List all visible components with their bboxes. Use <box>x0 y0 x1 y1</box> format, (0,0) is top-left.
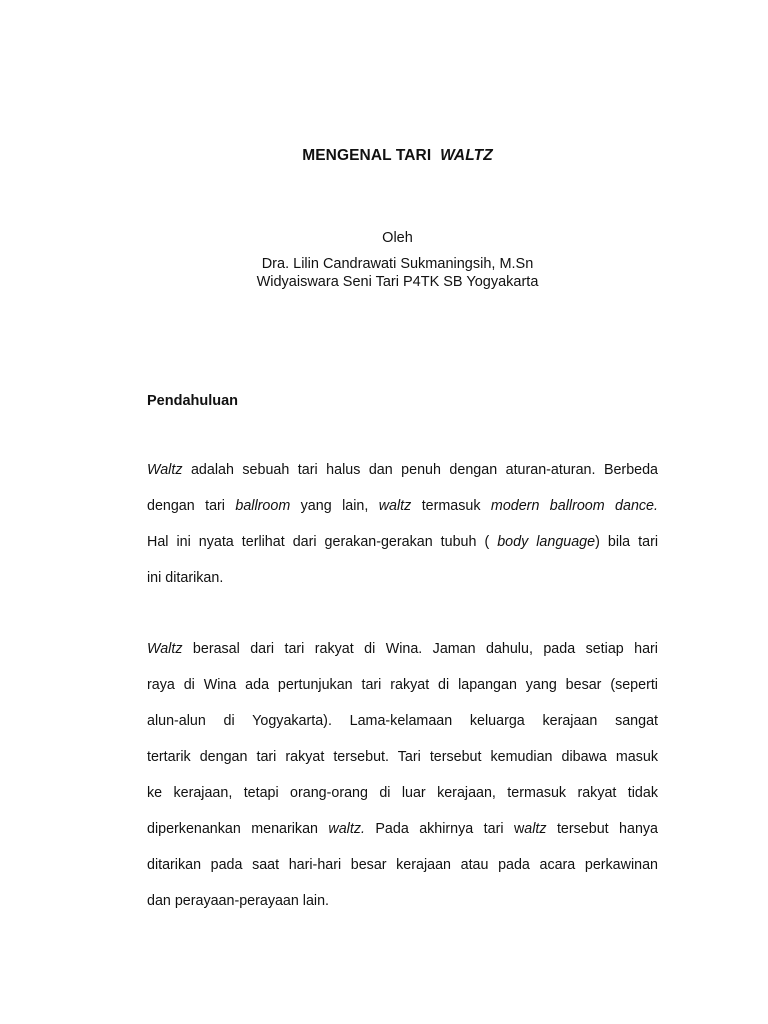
paragraph-1-line-1 <box>147 462 658 498</box>
paragraph-2-line-1 <box>147 641 658 677</box>
paragraph-2-line-5: ke kerajaan, tetapi orang-orang di luar kerajaan, termasuk rakyat tidak <box>147 785 658 801</box>
paragraph-1-line-4: ini ditarikan. <box>147 570 224 586</box>
italic-term: body language <box>497 534 596 550</box>
paragraph-2-line-3: alun-alun di Yogyakarta). Lama-kelamaan keluarga kerajaan sangat <box>147 713 658 729</box>
byline-position: Widyaiswara Seni Tari P4TK SB Yogyakarta <box>256 274 539 290</box>
italic-term: modern ballroom dance. <box>490 498 658 514</box>
section-heading: Pendahuluan <box>147 393 239 409</box>
paragraph-2 <box>147 641 658 929</box>
paragraph-2-line-8: dan perayaan-perayaan lain. <box>147 893 330 909</box>
text-run: yang lain, <box>290 498 379 514</box>
italic-term: waltz. <box>328 821 365 837</box>
text-run: adalah sebuah tari halus dan penuh dengan aturan-aturan. Berbeda <box>182 462 658 478</box>
text-run: tersebut hanya <box>546 821 658 837</box>
italic-term: waltz <box>378 498 412 514</box>
italic-term: Waltz <box>147 462 183 478</box>
text-run: termasuk <box>411 498 491 514</box>
paragraph-2-line-4: tertarik dengan tari rakyat tersebut. Tari tersebut kemudian dibawa masuk <box>147 749 658 765</box>
italic-term: Waltz <box>147 641 183 657</box>
paragraph-2-line-2: raya di Wina ada pertunjukan tari rakyat di lapangan yang besar (seperti <box>147 677 658 693</box>
text-run: ) bila tari <box>595 534 659 550</box>
paragraph-2-line-7: ditarikan pada saat hari-hari besar kerajaan atau pada acara perkawinan <box>147 857 658 873</box>
text-run: Hal ini nyata terlihat dari gerakan-gerakan tubuh ( <box>147 534 498 550</box>
byline-author: Dra. Lilin Candrawati Sukmaningsih, M.Sn <box>261 256 534 272</box>
document-title <box>0 147 768 165</box>
text-run: berasal dari tari rakyat di Wina. Jaman dahulu, pada setiap hari <box>182 641 658 657</box>
byline-by: Oleh <box>382 230 413 246</box>
paragraph-1 <box>147 462 658 606</box>
title-main: MENGENAL TARI <box>302 147 432 164</box>
text-run: Pada akhirnya tari w <box>364 821 525 837</box>
paragraph-1-line-2 <box>147 498 658 534</box>
paragraph-2-line-6 <box>147 821 658 857</box>
text-run: dengan tari <box>147 498 236 514</box>
italic-term: ballroom <box>235 498 291 514</box>
text-run: diperkenankan menarikan <box>147 821 329 837</box>
title-italic: WALTZ <box>440 147 493 164</box>
italic-term: altz <box>524 821 547 837</box>
paragraph-1-line-3 <box>147 534 658 570</box>
